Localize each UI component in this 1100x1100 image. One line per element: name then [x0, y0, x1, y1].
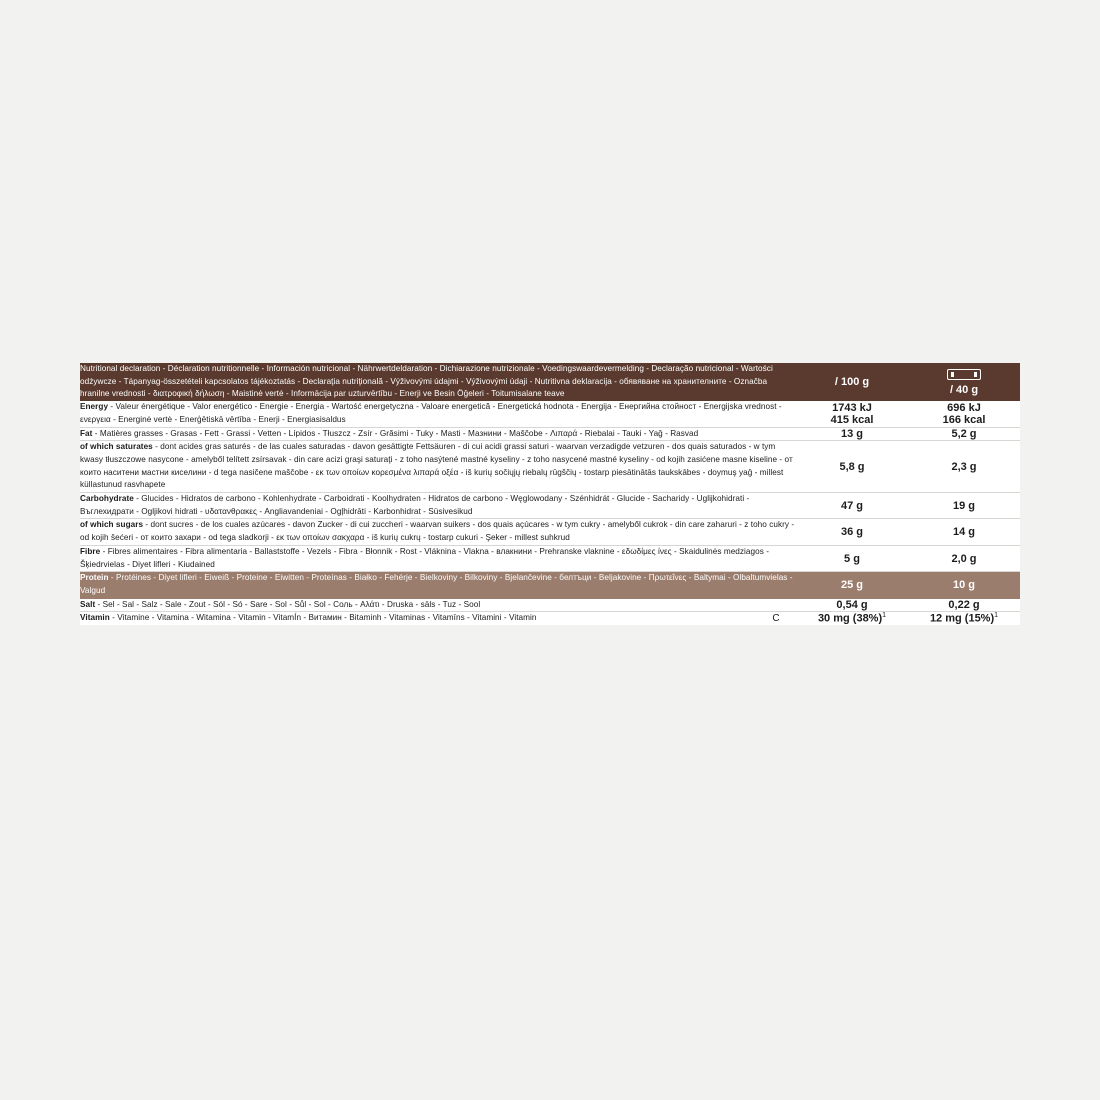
row-lead-fibre: Fibre: [80, 546, 101, 556]
row-value-40g-saturates: 2,3 g: [908, 441, 1020, 493]
row-label-fibre: [80, 545, 796, 571]
row-lead-energy: Energy: [80, 402, 109, 412]
table-row: [80, 612, 1020, 625]
vitamin-100g-amount: 30 mg (38%): [817, 613, 883, 626]
row-lead-vitamin: Vitamin: [80, 613, 110, 623]
row-label-salt: [80, 598, 796, 612]
header-languages-text: Nutritional declaration - Déclaration nutritionnelle - Información nutricional - Nährwertdeldaration - Dichiarazione nutrizionale - Voedingswaardevermelding - Declaração nutricional - Wartości odżywcze - Tápanyag-összetételi kapcsolatos tájékoztatás - Declaraţia nutriţională - Výživovými údajmi - Výživovými údaji - Nutritivna deklaracija - обявяване на хранителните - Označba hranilne vrednosti - διατροφική δήλωση - Maistinė vertė - Informācija par uzturvērtību - Enerji ve Besin Öğeleri - Toitumisalane teave: [80, 363, 796, 401]
row-value-100g-carbohydrate: 47 g: [796, 493, 908, 519]
header-col-40g: [908, 363, 1020, 401]
table-row: [80, 427, 1020, 441]
table-row: [80, 493, 1020, 519]
row-languages-protein: - Protéines - Diyet lifleri - Eiweiß - Proteine - Eiwitten - Proteínas - Białko - Fehérje - Bielkoviny - Bilkoviny - Bjelančevine - белтъци - Beljakovine - Πρωτεΐνες - Baltymai - Olbaltumvielas - Valgud: [80, 573, 793, 595]
row-languages-salt: - Sel - Sal - Salz - Sale - Zout - Sól - Só - Sare - Sol - Sůl - Sol - Соль - Αλάτι - Druska - sāls - Tuz - Sool: [95, 599, 481, 609]
row-label-carbohydrate: [80, 493, 796, 519]
table-row: [80, 401, 1020, 427]
vitamin-40g-amount: 12 mg (15%): [929, 613, 995, 626]
bar-pack-icon: [947, 369, 981, 380]
table-row: [80, 519, 1020, 545]
table-row: [80, 545, 1020, 571]
row-lead-sugars: of which sugars: [80, 520, 144, 530]
row-value-100g-protein: 25 g: [796, 572, 908, 598]
row-lead-fat: Fat: [80, 428, 93, 438]
header-col-100g: [796, 363, 908, 401]
row-value-100g-salt: 0,54 g: [796, 598, 908, 612]
row-lead-protein: Protein: [80, 573, 109, 583]
table-row: [80, 441, 1020, 493]
row-value-40g-fat: 5,2 g: [908, 427, 1020, 441]
energy-40g-kj: 696 kJ: [947, 401, 981, 414]
row-label-protein: [80, 572, 796, 598]
row-languages-fat: - Matières grasses - Grasas - Fett - Grassi - Vetten - Lípidos - Tłuszcz - Zsír - Grăsimi - Tuky - Masti - Мазнини - Maščobe - Λιπαρά - Riebalai - Tauki - Yağ - Rasvad: [92, 428, 699, 438]
row-value-100g-energy: [796, 401, 908, 427]
row-value-40g-energy: [908, 401, 1020, 427]
row-label-vitamin: [80, 612, 756, 625]
header-col-40g-label: / 40 g: [949, 383, 979, 396]
row-value-40g-vitamin: [908, 612, 1020, 625]
row-value-40g-sugars: 14 g: [908, 519, 1020, 545]
energy-40g-kcal: 166 kcal: [942, 413, 986, 426]
vitamin-40g-footnote-marker: 1: [994, 612, 999, 620]
row-label-sugars: [80, 519, 796, 545]
table-header-row: [80, 363, 1020, 401]
row-languages-carbohydrate: - Glucides - Hidratos de carbono - Kohlenhydrate - Carboidrati - Koolhydraten - Hidratos de carbono - Węglowodany - Szénhidrát - Glucide - Sacharidy - Uglijkohidrati - Въглехидрати - Ogljikovi hidrati - υδατανθρακες - Angliavandeniai - Ogļhidrāti - Karbonhidrat - Süsivesikud: [80, 494, 750, 516]
row-languages-energy: - Valeur énergétique - Valor energético - Energie - Energia - Wartość energetyczna - Valoare energetică - Energetická hodnota - Energija - Енергийна стойност - Energijska vrednost - ενεργεια - Energinė vertė - Enerģētiskā vērtība - Enerji - Energiasisaldus: [80, 402, 782, 424]
row-lead-salt: Salt: [80, 599, 96, 609]
row-value-100g-saturates: 5,8 g: [796, 441, 908, 493]
row-value-40g-protein: 10 g: [908, 572, 1020, 598]
row-value-100g-sugars: 36 g: [796, 519, 908, 545]
energy-100g-kcal: 415 kcal: [830, 413, 874, 426]
header-col-100g-label: / 100 g: [834, 376, 870, 389]
row-value-100g-fat: 13 g: [796, 427, 908, 441]
row-value-100g-fibre: 5 g: [796, 545, 908, 571]
row-languages-fibre: - Fibres alimentaires - Fibra alimentaria - Ballaststoffe - Vezels - Fibra - Błonnik - Rost - Vláknina - Vlakna - влакнини - Prehranske vlaknine - εδωδίμες ίνες - Skaidulinės medziagos - Šķiedrvielas - Diyet lifleri - Kiudained: [80, 546, 769, 569]
row-value-40g-salt: 0,22 g: [908, 598, 1020, 612]
nutrition-declaration-table: [80, 363, 1020, 625]
row-value-40g-fibre: 2,0 g: [908, 545, 1020, 571]
row-languages-saturates: - dont acides gras saturés - de las cuales saturadas - davon gesättigte Fettsäuren - di cui acidi grassi saturi - waarvan verzadigde vetzuren - dos quais saturados - w tym kwasy tłuszczowe nasycone - amelyből telített zsírsavak - din care acizi graşi saturaţi - z toho nasýtené mastné kyseliny - z toho nasycené mastné kyseliny - od kojih zasićene masne kiseline - от които наситени мастни киселини - d tega nasičene maščobe - εκ των οποίων κορεσμένα λιπαρά οξέα - iš kurių sočiųjų riebalų rūgščių - tostarp piesātinātās taukskābes - doymuş yağ - millest küllastunud rasvhapete: [80, 442, 793, 490]
table-row: [80, 598, 1020, 612]
row-value-40g-carbohydrate: 19 g: [908, 493, 1020, 519]
table-row-highlighted: [80, 572, 1020, 598]
row-label-energy: [80, 401, 796, 427]
energy-100g-kj: 1743 kJ: [832, 401, 872, 414]
row-label-saturates: [80, 441, 796, 493]
row-languages-sugars: - dont sucres - de los cuales azúcares - davon Zucker - di cui zuccheri - waarvan suikers - dos quais açúcares - w tym cukry - amelyből cukrok - din care zaharuri - z toho cukry - od kojih šećeri - от които захари - od tega sladkorji - εκ των οποίων σακχαρα - iš kurių cukrų - tostarp cukuri - Şeker - millest suhkrud: [80, 520, 795, 543]
row-lead-saturates: of which saturates: [80, 442, 153, 452]
row-value-100g-vitamin: [796, 612, 908, 625]
nutrition-table-container: [80, 363, 1020, 625]
row-lead-carbohydrate: Carbohydrate: [80, 494, 134, 504]
vitamin-letter: C: [772, 613, 780, 625]
row-languages-vitamin: - Vitamine - Vitamina - Witamina - Vitamin - VitamÍn - Витамин - Bitaminh - Vitaminas - Vitamīns - Vitamini - Vitamin: [109, 613, 537, 623]
row-label-fat: [80, 427, 796, 441]
vitamin-100g-footnote-marker: 1: [882, 612, 887, 620]
